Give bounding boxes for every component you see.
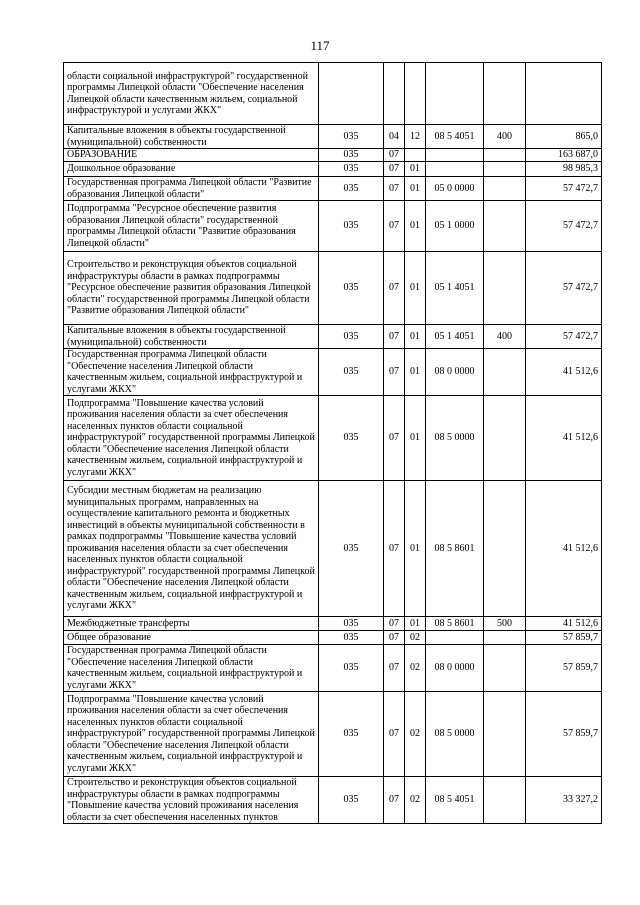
ved-cell: 035 xyxy=(319,692,384,777)
section-cell: 04 xyxy=(384,125,405,149)
section-cell: 07 xyxy=(384,617,405,631)
table-row xyxy=(64,645,602,692)
section-cell: 07 xyxy=(384,177,405,201)
amount-cell: 41 512,6 xyxy=(526,349,602,396)
section-cell: 07 xyxy=(384,631,405,645)
subsection-cell: 01 xyxy=(405,396,426,481)
amount-cell: 33 327,2 xyxy=(526,777,602,824)
ved-cell: 035 xyxy=(319,177,384,201)
subsection-cell: 02 xyxy=(405,645,426,692)
subsection-cell xyxy=(405,149,426,162)
target-article-cell: 08 0 0000 xyxy=(426,645,484,692)
row-name-cell: Государственная программа Липецкой области "Обеспечение населения Липецкой области качественным жильем, социальной инфраструктурой и услугами ЖКХ" xyxy=(64,349,319,396)
target-article-cell xyxy=(426,631,484,645)
target-article-cell: 08 5 4051 xyxy=(426,125,484,149)
subsection-cell: 02 xyxy=(405,692,426,777)
subsection-cell: 01 xyxy=(405,325,426,349)
row-name-cell: Подпрограмма "Повышение качества условий проживания населения области за счет обеспечения населенных пунктов области социальной инфраструктурой" государственной программы Липецкой области "Обеспечение населения Липецкой области качественным жильем, социальной инфраструктурой и услугами ЖКХ" xyxy=(64,692,319,777)
ved-cell: 035 xyxy=(319,201,384,252)
target-article-cell: 05 1 4051 xyxy=(426,252,484,325)
expense-type-cell xyxy=(484,177,526,201)
target-article-cell: 08 5 4051 xyxy=(426,777,484,824)
ved-cell: 035 xyxy=(319,631,384,645)
section-cell: 07 xyxy=(384,162,405,177)
section-cell: 07 xyxy=(384,692,405,777)
row-name-cell: Подпрограмма "Ресурсное обеспечение развития образования Липецкой области" государственной программы Липецкой области "Развитие образования Липецкой области" xyxy=(64,201,319,252)
section-cell: 07 xyxy=(384,645,405,692)
section-cell: 07 xyxy=(384,396,405,481)
ved-cell: 035 xyxy=(319,617,384,631)
expense-type-cell xyxy=(484,201,526,252)
row-name-cell: Государственная программа Липецкой области "Обеспечение населения Липецкой области качественным жильем, социальной инфраструктурой и услугами ЖКХ" xyxy=(64,645,319,692)
section-cell: 07 xyxy=(384,201,405,252)
table-row xyxy=(64,777,602,824)
table-row xyxy=(64,149,602,162)
section-cell: 07 xyxy=(384,481,405,617)
target-article-cell: 08 5 8601 xyxy=(426,617,484,631)
row-name-cell: Строительство и реконструкция объектов социальной инфраструктуры области в рамках подпрограммы "Ресурсное обеспечение развития образования Липецкой области" государственной программы Липецкой области "Развитие образования Липецкой области" xyxy=(64,252,319,325)
subsection-cell: 12 xyxy=(405,125,426,149)
subsection-cell: 02 xyxy=(405,777,426,824)
expense-type-cell: 400 xyxy=(484,125,526,149)
target-article-cell: 05 1 0000 xyxy=(426,201,484,252)
amount-cell: 57 472,7 xyxy=(526,201,602,252)
table-row xyxy=(64,252,602,325)
expense-type-cell xyxy=(484,692,526,777)
subsection-cell: 01 xyxy=(405,177,426,201)
ved-cell: 035 xyxy=(319,777,384,824)
table-row xyxy=(64,617,602,631)
amount-cell: 98 985,3 xyxy=(526,162,602,177)
ved-cell: 035 xyxy=(319,645,384,692)
table-row xyxy=(64,177,602,201)
expense-type-cell xyxy=(484,252,526,325)
amount-cell: 41 512,6 xyxy=(526,481,602,617)
ved-cell xyxy=(319,63,384,125)
amount-cell: 57 859,7 xyxy=(526,631,602,645)
ved-cell: 035 xyxy=(319,349,384,396)
ved-cell: 035 xyxy=(319,125,384,149)
target-article-cell xyxy=(426,63,484,125)
row-name-cell: области социальной инфраструктурой" государственной программы Липецкой области "Обеспечение населения Липецкой области качественным жильем, социальной инфраструктурой и услугами ЖКХ" xyxy=(64,63,319,125)
amount-cell: 57 859,7 xyxy=(526,692,602,777)
subsection-cell xyxy=(405,63,426,125)
amount-cell: 57 472,7 xyxy=(526,252,602,325)
amount-cell: 57 472,7 xyxy=(526,177,602,201)
target-article-cell: 05 0 0000 xyxy=(426,177,484,201)
subsection-cell: 02 xyxy=(405,631,426,645)
table-row xyxy=(64,631,602,645)
target-article-cell xyxy=(426,149,484,162)
expense-type-cell xyxy=(484,162,526,177)
expense-type-cell: 400 xyxy=(484,325,526,349)
expense-type-cell xyxy=(484,349,526,396)
table-row xyxy=(64,63,602,125)
row-name-cell: Строительство и реконструкция объектов социальной инфраструктуры области в рамках подпрограммы "Повышение качества условий проживания населения области за счет обеспечения населенных пунктов xyxy=(64,777,319,824)
page-number: 117 xyxy=(310,38,330,53)
target-article-cell xyxy=(426,162,484,177)
expense-type-cell xyxy=(484,645,526,692)
row-name-cell: Государственная программа Липецкой области "Развитие образования Липецкой области" xyxy=(64,177,319,201)
target-article-cell: 08 5 8601 xyxy=(426,481,484,617)
row-name-cell: Капитальные вложения в объекты государственной (муниципальной) собственности xyxy=(64,125,319,149)
target-article-cell: 05 1 4051 xyxy=(426,325,484,349)
expense-type-cell xyxy=(484,396,526,481)
table-row xyxy=(64,396,602,481)
table-row xyxy=(64,692,602,777)
ved-cell: 035 xyxy=(319,162,384,177)
row-name-cell: Капитальные вложения в объекты государственной (муниципальной) собственности xyxy=(64,325,319,349)
amount-cell: 57 472,7 xyxy=(526,325,602,349)
expense-type-cell xyxy=(484,777,526,824)
amount-cell: 41 512,6 xyxy=(526,617,602,631)
subsection-cell: 01 xyxy=(405,617,426,631)
ved-cell: 035 xyxy=(319,325,384,349)
table-row xyxy=(64,481,602,617)
target-article-cell: 08 5 0000 xyxy=(426,692,484,777)
row-name-cell: Дошкольное образование xyxy=(64,162,319,177)
amount-cell: 41 512,6 xyxy=(526,396,602,481)
table-row xyxy=(64,162,602,177)
section-cell: 07 xyxy=(384,349,405,396)
section-cell xyxy=(384,63,405,125)
subsection-cell: 01 xyxy=(405,201,426,252)
expense-type-cell xyxy=(484,631,526,645)
budget-table xyxy=(63,62,602,824)
amount-cell xyxy=(526,63,602,125)
row-name-cell: ОБРАЗОВАНИЕ xyxy=(64,149,319,162)
expense-type-cell xyxy=(484,481,526,617)
section-cell: 07 xyxy=(384,325,405,349)
subsection-cell: 01 xyxy=(405,252,426,325)
section-cell: 07 xyxy=(384,777,405,824)
expense-type-cell: 500 xyxy=(484,617,526,631)
expense-type-cell xyxy=(484,149,526,162)
target-article-cell: 08 5 0000 xyxy=(426,396,484,481)
row-name-cell: Межбюджетные трансферты xyxy=(64,617,319,631)
ved-cell: 035 xyxy=(319,396,384,481)
row-name-cell: Общее образование xyxy=(64,631,319,645)
ved-cell: 035 xyxy=(319,149,384,162)
table-row xyxy=(64,325,602,349)
table-row xyxy=(64,125,602,149)
table-row xyxy=(64,349,602,396)
amount-cell: 865,0 xyxy=(526,125,602,149)
amount-cell: 163 687,0 xyxy=(526,149,602,162)
ved-cell: 035 xyxy=(319,481,384,617)
amount-cell: 57 859,7 xyxy=(526,645,602,692)
subsection-cell: 01 xyxy=(405,481,426,617)
target-article-cell: 08 0 0000 xyxy=(426,349,484,396)
subsection-cell: 01 xyxy=(405,349,426,396)
row-name-cell: Подпрограмма "Повышение качества условий проживания населения области за счет обеспечения населенных пунктов области социальной инфраструктурой" государственной программы Липецкой области "Обеспечение населения Липецкой области качественным жильем, социальной инфраструктурой и услугами ЖКХ" xyxy=(64,396,319,481)
table-row xyxy=(64,201,602,252)
section-cell: 07 xyxy=(384,149,405,162)
subsection-cell: 01 xyxy=(405,162,426,177)
expense-type-cell xyxy=(484,63,526,125)
ved-cell: 035 xyxy=(319,252,384,325)
row-name-cell: Субсидии местным бюджетам на реализацию муниципальных программ, направленных на осуществление капитального ремонта и бюджетных инвестиций в объекты муниципальной собственности в рамках подпрограммы "Повышение качества условий проживания населения области за счет обеспечения населенных пунктов области социальной инфраструктурой" государственной программы Липецкой области "Обеспечение населения Липецкой области качественным жильем, социальной инфраструктурой и услугами ЖКХ" xyxy=(64,481,319,617)
section-cell: 07 xyxy=(384,252,405,325)
